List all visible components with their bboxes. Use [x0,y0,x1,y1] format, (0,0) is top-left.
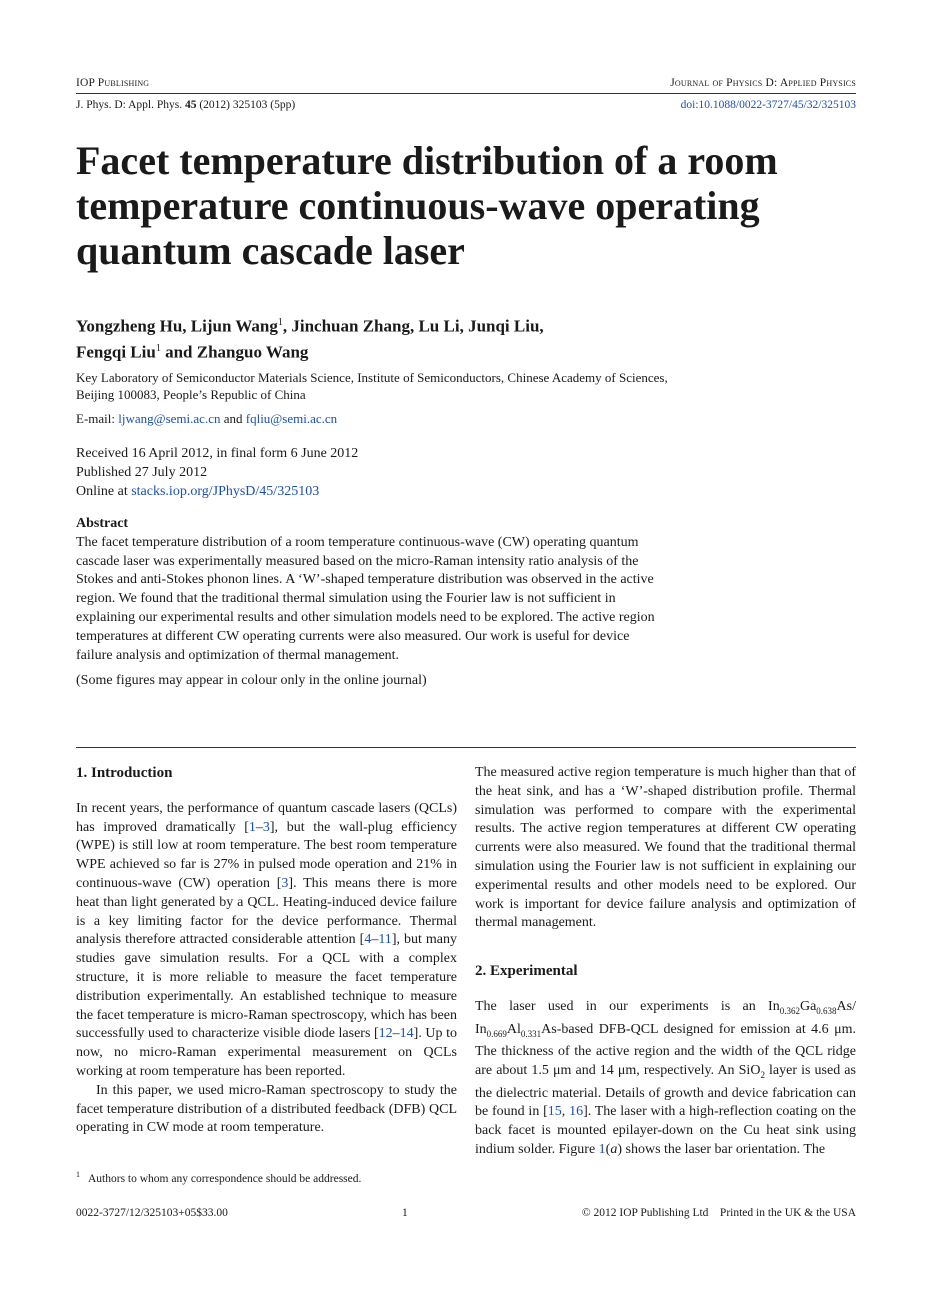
ref-link[interactable]: 16 [569,1104,584,1120]
abstract-heading: Abstract [76,516,129,531]
email-label: E-mail: [76,411,119,426]
left-column [76,764,457,1138]
header-rule [76,93,856,94]
figure-link[interactable]: 1 [598,1141,606,1157]
publication-dates [76,444,358,501]
section-heading-experimental: 2. Experimental [475,963,578,980]
email-link-2[interactable]: fqliu@semi.ac.cn [245,411,338,426]
author-names-3: Fengqi Liu [76,342,156,362]
colour-note: (Some figures may appear in colour only in the online journal) [76,673,427,689]
author-names-4: and Zhanguo Wang [160,342,309,362]
intro-paragraph-1: In recent years, the performance of quantum cascade lasers (QCLs) has improved dramatically [1–3], but the wall-plug efficiency (WPE) is still low at room temperature. The best room temperature WPE achieved so far is 27% in pulsed mode operation and 21% in continuous-wave (CW) operation [3]. This means there is more heat than light generated by a QCL. Heating-induced device failure is a key limiting factor for the device performance. Thermal analysis therefore attracted considerable attention [4–11], but many studies gave simulation results. For a QCL with a complex structure, it is more reliable to measure the facet temperature distribution experimentally. An established technique to measure the facet temperature is micro-Raman spectroscopy, which has been successfully used to characterize visible diode lasers [12–14]. Up to now, no micro-Raman experimental measurement on QCLs working at room temperature has been reported. [76,800,458,1079]
page-footer [76,1207,856,1219]
citation-pages: (2012) 325103 (5pp) [196,99,296,111]
abstract [76,515,666,691]
citation-journal: J. Phys. D: Appl. Phys. [76,99,185,111]
footnote-mark: 1 [155,342,161,354]
footnote-number: 1 [76,1170,80,1179]
ref-link[interactable]: 4 [364,932,372,948]
citation [76,98,295,112]
ref-link[interactable]: 14 [399,1026,414,1042]
received-date: Received 16 April 2012, in final form 6 June 2012 [76,446,359,461]
email-link-1[interactable]: ljwang@semi.ac.cn [118,411,221,426]
ref-link[interactable]: 12 [378,1026,393,1042]
section-divider [76,747,856,748]
page-number: 1 [402,1207,408,1219]
journal-name: Journal of Physics D: Applied Physics [670,77,856,89]
citation-volume: 45 [184,99,197,111]
intro-paragraph-2-continued: The measured active region temperature is much higher than that of the heat sink, and has a ‘W’-shaped distribution profile. Thermal simulation was performed to compare with the experimental results. The active region temperatures at different CW operating currents were also measured. We found that the traditional thermal simulation using the Fourier law is not sufficient in explaining our experimental results and other models need to be explored. Our work is important for device failure analysis and optimization of thermal management. [475,765,856,931]
author-names-2: , Jinchuan Zhang, Lu Li, Junqi Liu, [282,316,544,336]
paper-title: Facet temperature distribution of a room temperature continuous-wave operating quantum cascade laser [76,138,778,273]
email-line [76,411,337,427]
section-heading-introduction: 1. Introduction [76,765,173,781]
published-date: Published 27 July 2012 [76,465,208,480]
footnote [76,1170,457,1185]
article-code: 0022-3727/12/325103+05$33.00 [76,1207,228,1219]
ref-link[interactable]: 3 [281,875,289,891]
ref-link[interactable]: 11 [378,932,392,948]
intro-paragraph-2: In this paper, we used micro-Raman spectroscopy to study the facet temperature distribution of a distributed feedback (DFB) QCL operating in CW mode at room temperature. [76,1082,457,1136]
email-and: and [220,411,246,426]
online-line [76,482,358,501]
abstract-text: The facet temperature distribution of a room temperature continuous-wave (CW) operating quantum cascade laser was experimentally measured based on the micro-Raman intensity ratio analysis of the Stokes and anti-Stokes phonon lines. A ‘W’-shaped temperature distribution was observed in the active region. We found that the traditional thermal simulation using the Fourier law is not sufficient in explaining our experimental results and other simulation models need to be explored. The active region temperatures at different CW operating currents were also measured. Our work is useful for device failure analysis and optimization of thermal management. [76,534,655,663]
author-names-1: Yongzheng Hu, Lijun Wang [76,316,278,336]
ref-link[interactable]: 3 [262,819,270,835]
affiliation: Key Laboratory of Semiconductor Materials Science, Institute of Semiconductors, Chinese Academy of Sciences, Beijing 100083, People’s Republic of China [76,370,668,402]
running-header [76,76,856,112]
footnote-mark: 1 [277,317,283,328]
ref-link[interactable]: 1 [248,819,256,835]
footnote-text: Authors to whom any correspondence should be addressed. [88,1172,362,1185]
online-link[interactable]: stacks.iop.org/JPhysD/45/325103 [131,484,320,499]
online-label: Online at [76,484,132,499]
ref-link[interactable]: 15 [547,1104,562,1120]
author-list [76,312,716,363]
experimental-paragraph: The laser used in our experiments is an $In_{0.362}Ga_{0.638}As/$ $In_{0.669}Al_{0.331}As$-based DFB-QCL designed for emission at 4.6 μm. The thickness of the active region and the width of the QCL ridge are about 1.5 μm and 14 μm, respectively. An SiO$_2$ layer is used as the dielectric material. Details of growth and device fabrication can be found in [15, 16]. The laser with a high-reflection coating on the back facet is mounted epilayer-down on the Cu heat sink using indium solder. Figure 1(a) shows the laser bar orientation. The [475,998,857,1157]
publisher-name: IOP Publishing [76,77,150,89]
doi-link[interactable]: doi:10.1088/0022-3727/45/32/325103 [680,99,856,111]
right-column [475,764,856,1160]
copyright: © 2012 IOP Publishing Ltd Printed in the UK & the USA [581,1207,856,1219]
